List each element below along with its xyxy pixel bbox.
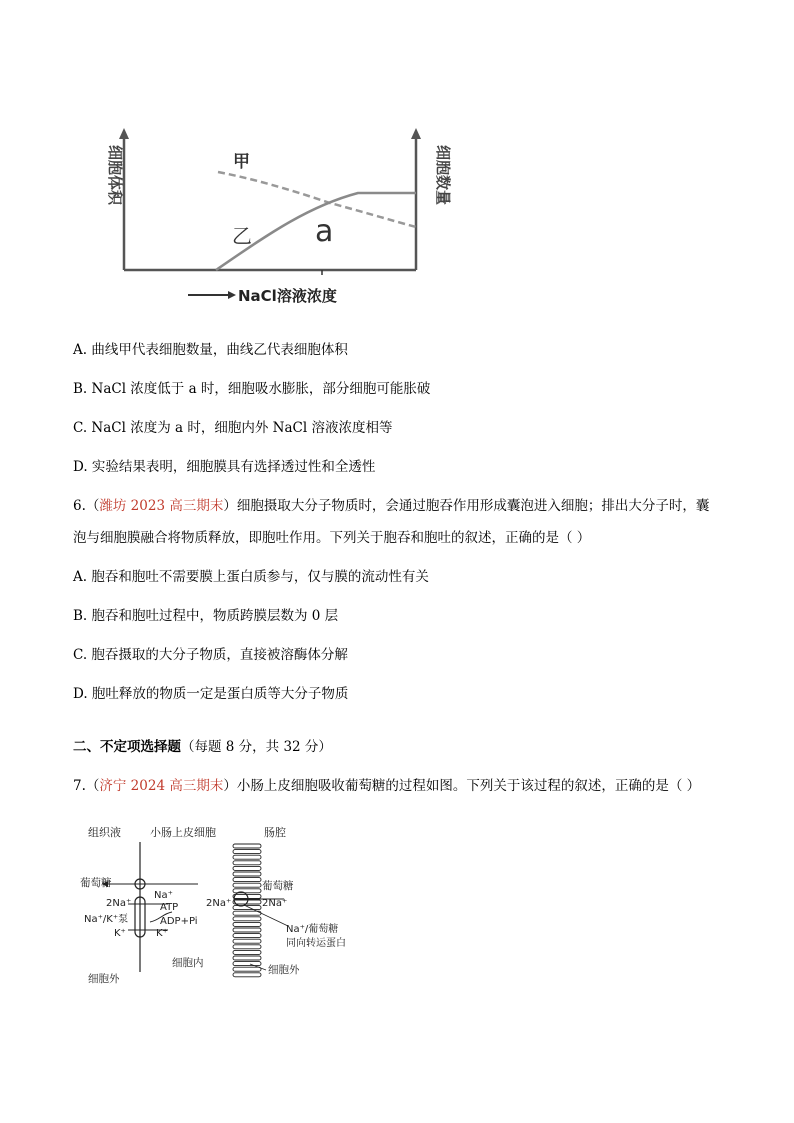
right-axis-arrow [411, 128, 421, 139]
microvillus [233, 889, 261, 893]
microvillus [233, 939, 261, 943]
q6-stem-line2: 泡与细胞膜融合将物质释放，即胞吐作用。下列关于胞吞和胞吐的叙述，正确的是（ ） [73, 530, 591, 546]
label-2na-left: 2Na⁺ [106, 898, 132, 909]
microvillus [233, 917, 261, 921]
x-arrow-head [228, 291, 236, 299]
microvillus [233, 872, 261, 876]
left-y-label: 细胞体积 [106, 145, 124, 206]
microvillus [233, 883, 261, 887]
q5-option-b: B. NaCl 浓度低于 a 时，细胞吸水膨胀，部分细胞可能胀破 [73, 381, 431, 397]
label-inside: 细胞内 [172, 957, 204, 969]
microvillus [233, 861, 261, 865]
q6-option-d: D. 胞吐释放的物质一定是蛋白质等大分子物质 [73, 686, 349, 702]
label-cotransporter-2: 同向转运蛋白 [286, 938, 346, 949]
microvillus [233, 928, 261, 932]
section2-note: （每题 8 分，共 32 分） [181, 739, 332, 755]
label-k-left: K⁺ [114, 928, 126, 939]
label-tissue-fluid: 组织液 [88, 826, 121, 839]
microvilli-membrane [233, 844, 261, 977]
q6-option-a: A. 胞吞和胞吐不需要膜上蛋白质参与，仅与膜的流动性有关 [73, 569, 429, 585]
label-glucose-left: 葡萄糖 [80, 877, 112, 889]
q7-source: 济宁 2024 高三期末 [99, 778, 224, 794]
q5-option-c: C. NaCl 浓度为 a 时，细胞内外 NaCl 溶液浓度相等 [73, 420, 393, 436]
label-epithelial-cell: 小肠上皮细胞 [150, 826, 216, 839]
label-a: a [315, 214, 334, 249]
label-glucose-right: 葡萄糖 [262, 880, 294, 892]
q6-stem-line1 [73, 496, 709, 516]
label-atp: ATP [160, 902, 179, 913]
right-y-label: 细胞数量 [434, 145, 452, 206]
figure-glucose-absorption [78, 822, 378, 992]
label-2na-right: 2Na⁺ [262, 898, 288, 909]
q7-number: 7.（ [73, 778, 100, 794]
microvillus [233, 850, 261, 854]
label-2na-mid: 2Na⁺ [206, 898, 232, 909]
label-outside-left: 细胞外 [88, 973, 120, 985]
section2-header [73, 737, 332, 757]
figure-nacl-chart [90, 125, 450, 310]
q7-text: ）小肠上皮细胞吸收葡萄糖的过程如图。下列关于该过程的叙述，正确的是（ ） [223, 778, 701, 794]
q6-option-c: C. 胞吞摄取的大分子物质，直接被溶酶体分解 [73, 647, 348, 663]
section2-title: 二、不定项选择题 [73, 739, 181, 755]
label-k-right: K⁺ [156, 928, 168, 939]
label-na-out: Na⁺ [154, 890, 173, 901]
left-axis-arrow [119, 128, 129, 139]
label-outside-right: 细胞外 [268, 964, 300, 976]
microvillus [233, 866, 261, 870]
q5-option-a: A. 曲线甲代表细胞数量，曲线乙代表细胞体积 [73, 342, 348, 358]
q5-option-d: D. 实验结果表明，细胞膜具有选择透过性和全透性 [73, 459, 376, 475]
q6-text1: ）细胞摄取大分子物质时，会通过胞吞作用形成囊泡进入细胞；排出大分子时，囊 [223, 498, 710, 514]
microvillus [233, 945, 261, 949]
microvillus [233, 922, 261, 926]
microvillus [233, 855, 261, 859]
label-cotransporter-1: Na⁺/葡萄糖 [286, 924, 339, 935]
microvillus [233, 962, 261, 966]
microvillus [233, 956, 261, 960]
microvillus [233, 973, 261, 977]
q6-number: 6.（ [73, 498, 100, 514]
q7-stem [73, 776, 700, 796]
microvillus [233, 844, 261, 848]
microvillus [233, 950, 261, 954]
label-pump: Na⁺/K⁺泵 [84, 914, 129, 925]
microvillus [233, 934, 261, 938]
q6-option-b: B. 胞吞和胞吐过程中，物质跨膜层数为 0 层 [73, 608, 339, 624]
label-jia: 甲 [233, 152, 250, 172]
microvillus [233, 911, 261, 915]
label-adp-pi: ADP+Pi [160, 916, 198, 927]
label-yi: 乙 [232, 224, 252, 248]
label-intestinal-lumen: 肠腔 [264, 826, 286, 839]
x-axis-label: NaCl溶液浓度 [238, 287, 337, 305]
microvillus [233, 967, 261, 971]
microvillus [233, 878, 261, 882]
q6-source: 潍坊 2023 高三期末 [99, 498, 224, 514]
